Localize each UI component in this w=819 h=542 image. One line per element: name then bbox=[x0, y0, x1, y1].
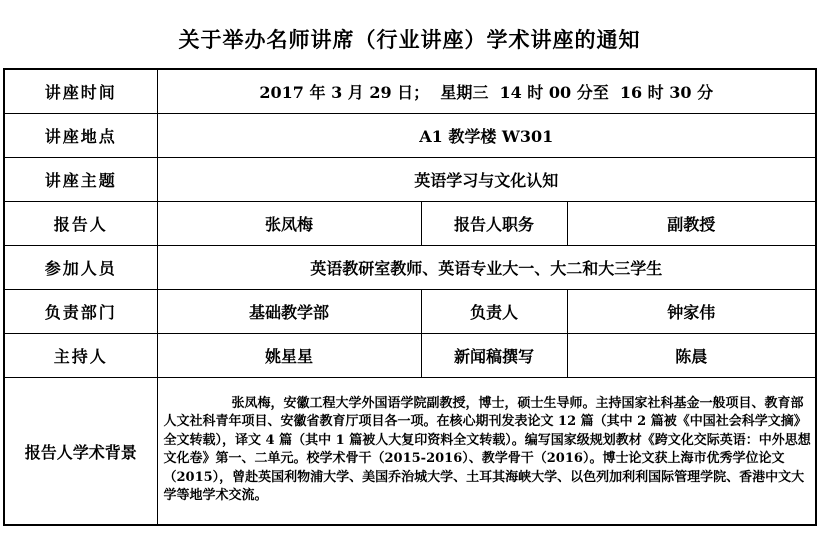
host-value: 姚星星 bbox=[157, 334, 421, 378]
attendees-value: 英语教研室教师、英语专业大一、大二和大三学生 bbox=[157, 246, 816, 290]
row-location bbox=[4, 114, 816, 158]
location-value: A1 教学楼 W301 bbox=[157, 114, 816, 158]
speaker-value: 张凤梅 bbox=[157, 202, 421, 246]
time-label: 讲座时间 bbox=[4, 69, 157, 114]
lecture-info-table bbox=[3, 68, 817, 526]
attendees-label: 参加人员 bbox=[4, 246, 157, 290]
time-value: 2017 年 3 月 29 日； 星期三 14 时 00 分至 16 时 30 分 bbox=[157, 69, 816, 114]
row-attendees bbox=[4, 246, 816, 290]
topic-value: 英语学习与文化认知 bbox=[157, 158, 816, 202]
host-label: 主持人 bbox=[4, 334, 157, 378]
background-text: 张凤梅，安徽工程大学外国语学院副教授，博士，硕士生导师。主持国家社科基金一般项目、教育部人文社科青年项目、安徽省教育厅项目各一项。在核心期刊发表论文 12 篇（其中 2 篇被《中国社会科学文摘》全文转载），译文 4 篇（其中 1 篇被人大复印资料全文转载）。编写国家级规划教材《跨文化交际英语：中外思想文化卷》第一、二单元。校学术骨干（2015-2016）、教学骨干（2016）。博士论文获上海市优秀学位论文（2015），曾赴英国利物浦大学、美国乔治城大学、土耳其海峡大学、以色列加利利国际管理学院、香港中文大学等地学术交流。 bbox=[163, 395, 811, 503]
row-department bbox=[4, 290, 816, 334]
department-value: 基础教学部 bbox=[157, 290, 421, 334]
department-label: 负责部门 bbox=[4, 290, 157, 334]
speaker-title-label: 报告人职务 bbox=[421, 202, 567, 246]
row-background bbox=[4, 378, 816, 526]
location-label: 讲座地点 bbox=[4, 114, 157, 158]
notice-title: 关于举办名师讲席（行业讲座）学术讲座的通知 bbox=[178, 27, 641, 52]
speaker-label: 报告人 bbox=[4, 202, 157, 246]
speaker-title-value: 副教授 bbox=[567, 202, 816, 246]
responsible-person-label: 负责人 bbox=[421, 290, 567, 334]
row-host bbox=[4, 334, 816, 378]
row-time bbox=[4, 69, 816, 114]
news-writer-label: 新闻稿撰写 bbox=[421, 334, 567, 378]
background-cell bbox=[157, 378, 816, 526]
background-label: 报告人学术背景 bbox=[4, 378, 157, 526]
row-speaker bbox=[4, 202, 816, 246]
news-writer-value: 陈晨 bbox=[567, 334, 816, 378]
row-topic bbox=[4, 158, 816, 202]
responsible-person-value: 钟家伟 bbox=[567, 290, 816, 334]
topic-label: 讲座主题 bbox=[4, 158, 157, 202]
